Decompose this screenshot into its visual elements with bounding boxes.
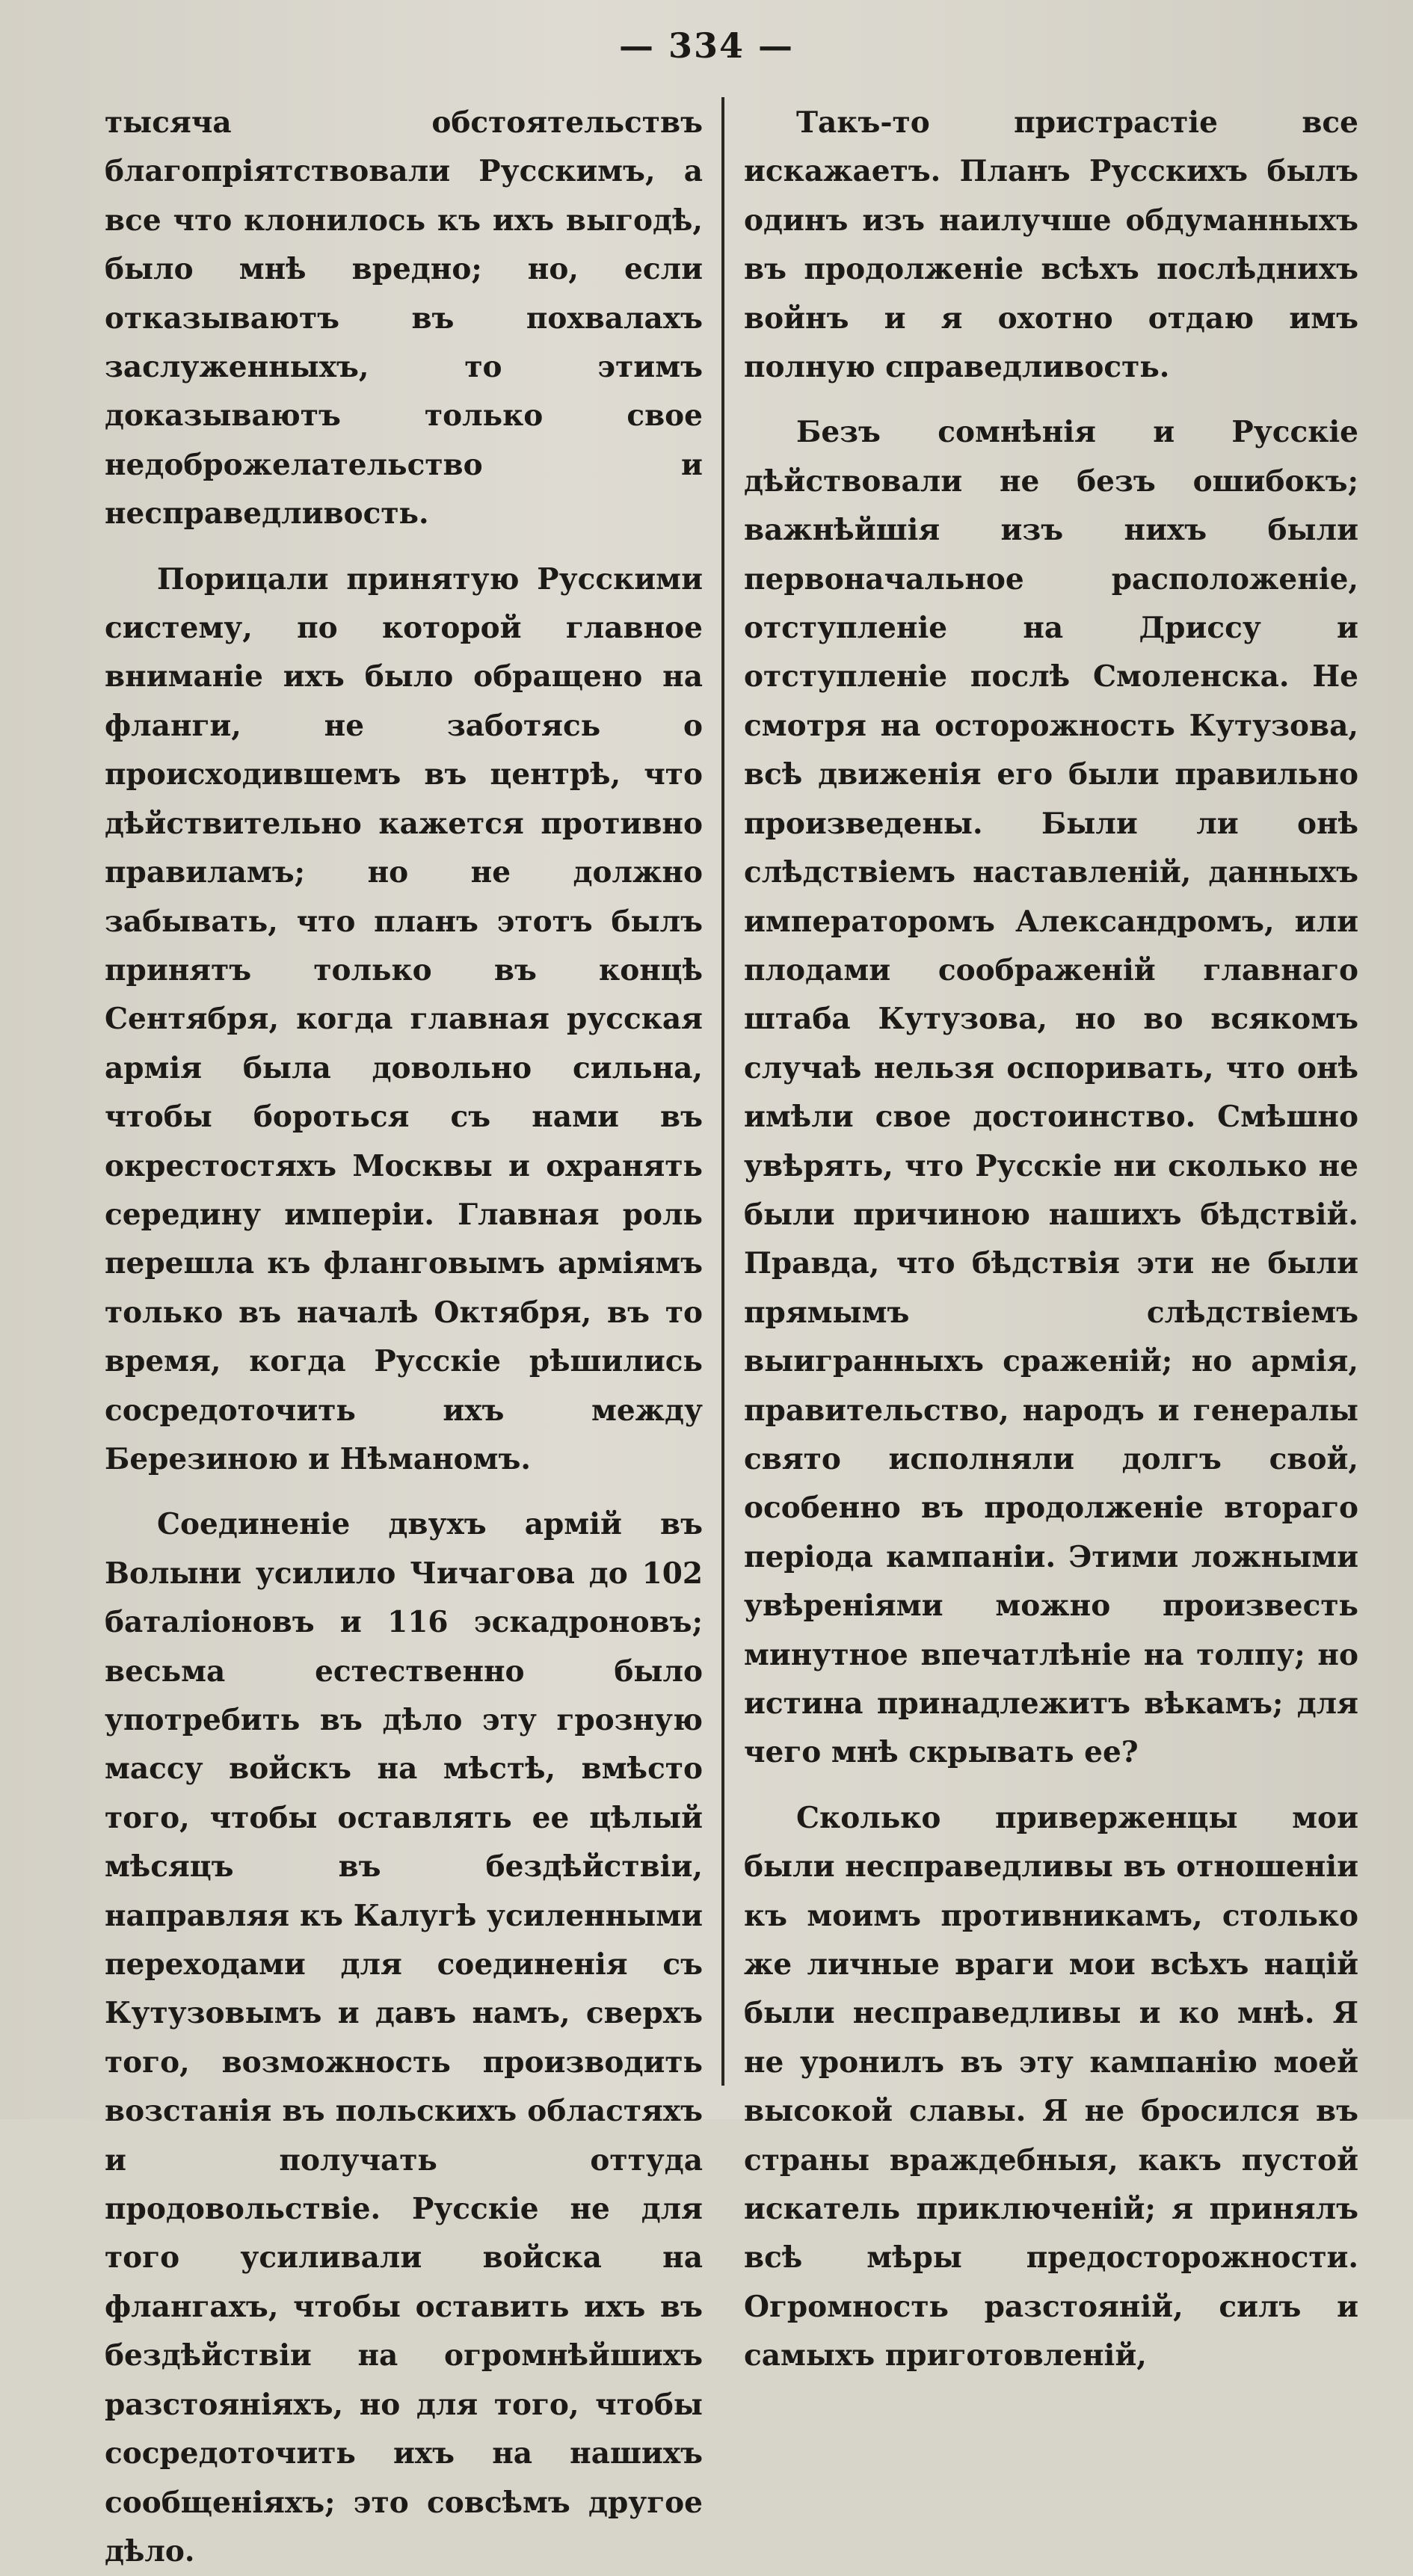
column-divider xyxy=(721,97,724,2086)
paragraph: Соединеніе двухъ армій въ Волыни усилило Чичагова до 102 баталіоновъ и 116 эскадроновъ; весьма естественно было употребить въ дѣло эту грозную массу войскъ на мѣстѣ, вмѣсто того, чтобы оставлять ее цѣлый мѣсяцъ въ бездѣйствіи, направляя къ Калугѣ усиленными переходами для соединенія съ Кутузовымъ и давъ намъ, сверхъ того, возможность производить возстанія въ польскихъ областяхъ и получать оттуда продовольствіе. Русскіе не для того усиливали войска на флангахъ, чтобы оставить ихъ въ бездѣйствіи на огромнѣйшихъ разстояніяхъ, но для того, чтобы сосредоточить ихъ на нашихъ сообщеніяхъ; это совсѣмъ другое дѣло. xyxy=(105,1507,703,2569)
paragraph: Безъ сомнѣнія и Русскіе дѣйствовали не безъ ошибокъ; важнѣйшія изъ нихъ были первоначальное расположеніе, отступленіе на Дриссу и отступленіе послѣ Смоленска. Не смотря на осторожность Кутузова, всѣ движенія его были правильно произведены. Были ли онѣ слѣдствіемъ наставленій, данныхъ императоромъ Александромъ, или плодами соображеній главнаго штаба Кутузова, но во всякомъ случаѣ нельзя оспоривать, что онѣ имѣли свое достоинство. Смѣшно увѣрять, что Русскіе ни сколько не были причиною нашихъ бѣдствій. Правда, что бѣдствія эти не были прямымъ слѣдствіемъ выигранныхъ сраженій; но армія, правительство, народъ и генералы свято исполняли долгъ свой, особенно въ продолженіе втораго періода кампаніи. Этими ложными увѣреніями можно произвесть минутное впечатлѣніе на толпу; но истина принадлежитъ вѣкамъ; для чего мнѣ скрывать ее? xyxy=(744,415,1358,1770)
paragraph: Порицали принятую Русскими систему, по которой главное вниманіе ихъ было обращено на фланги, не заботясь о происходившемъ въ центрѣ, что дѣйствительно кажется противно правиламъ; но не должно забывать, что планъ этотъ былъ принятъ только въ концѣ Сентября, когда главная русская армія была довольно сильна, чтобы бороться съ нами въ окрестостяхъ Москвы и охранять середину имперіи. Главная роль перешла къ фланговымъ арміямъ только въ началѣ Октября, въ то время, когда Русскіе рѣшились сосредоточить ихъ между Березиною и Нѣманомъ. xyxy=(105,561,703,1476)
right-column xyxy=(744,99,1358,2373)
page-number: — 334 — xyxy=(618,25,795,66)
paragraph: Такъ-то пристрастіе все искажаетъ. Планъ Русскихъ былъ одинъ изъ наилучше обдуманныхъ въ продолженіе всѣхъ послѣднихъ войнъ и я охотно отдаю имъ полную справедливость. xyxy=(744,105,1358,385)
left-column xyxy=(105,99,703,2569)
paragraph: Сколько приверженцы мои были несправедливы въ отношеніи къ моимъ противникамъ, столько же личные враги мои всѣхъ націй были несправедливы и ко мнѣ. Я не уронилъ въ эту кампанію моей высокой славы. Я не бросился въ страны враждебныя, какъ пустой искатель приключеній; я принялъ всѣ мѣры предосторожности. Огромность разстояній, силъ и самыхъ приготовленій, xyxy=(744,1800,1358,2373)
paragraph: тысяча обстоятельствъ благопріятствовали Русскимъ, а все что клонилось къ ихъ выгодѣ, было мнѣ вредно; но, если отказываютъ въ похвалахъ заслуженныхъ, то этимъ доказываютъ только свое недоброжелательство и несправедливость. xyxy=(105,105,703,531)
